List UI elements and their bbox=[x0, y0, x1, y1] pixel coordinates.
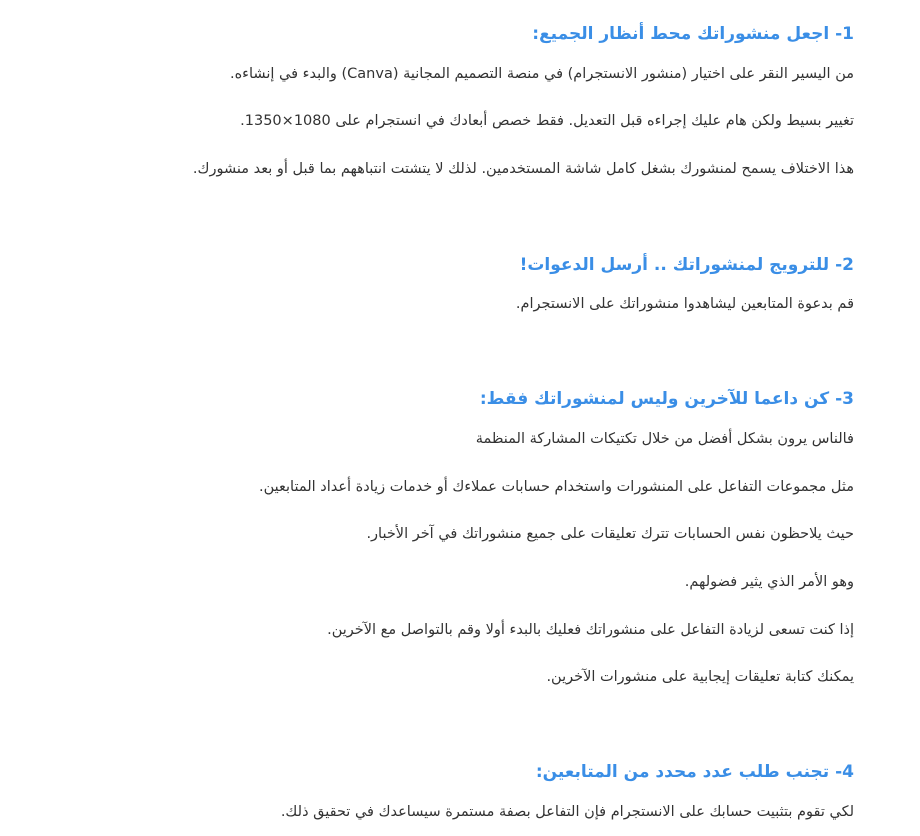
section-1-paragraph-3: هذا الاختلاف يسمح لمنشورك بشغل كامل شاشة المستخدمين. لذلك لا يتشتت انتباههم بما قبل أو بعد منشورك. bbox=[192, 161, 854, 177]
section-3-paragraph-6: يمكنك كتابة تعليقات إيجابية على منشورات الآخرين. bbox=[546, 669, 854, 685]
section-4-paragraph-1: لكي تقوم بتثبيت حسابك على الانستجرام فإن التفاعل بصفة مستمرة سيساعدك في تحقيق ذلك. bbox=[280, 804, 854, 820]
section-3-heading: 3- كن داعما للآخرين وليس لمنشوراتك فقط: bbox=[479, 389, 854, 409]
section-3-paragraph-2: مثل مجموعات التفاعل على المنشورات واستخدام حسابات عملاءك أو خدمات زيادة أعداد المتابعين. bbox=[258, 479, 854, 495]
section-3-paragraph-1: فالناس يرون بشكل أفضل من خلال تكتيكات المشاركة المنظمة bbox=[475, 431, 854, 447]
section-2-paragraph-1: قم بدعوة المتابعين ليشاهدوا منشوراتك على الانستجرام. bbox=[515, 296, 854, 312]
section-4-heading: 4- تجنب طلب عدد محدد من المتابعين: bbox=[535, 762, 854, 782]
section-3-paragraph-4: وهو الأمر الذي يثير فضولهم. bbox=[684, 574, 854, 590]
section-1-paragraph-2: تغيير بسيط ولكن هام عليك إجراءه قبل التعديل. فقط خصص أبعادك في انستجرام على 1080×1350. bbox=[240, 113, 854, 129]
section-1-paragraph-1: من اليسير النقر على اختيار (منشور الانستجرام) في منصة التصميم المجانية (Canva) والبدء في إنشاءه. bbox=[229, 66, 854, 82]
section-2-heading: 2- للترويج لمنشوراتك .. أرسل الدعوات! bbox=[519, 255, 854, 275]
section-3-paragraph-3: حيث يلاحظون نفس الحسابات تترك تعليقات على جميع منشوراتك في آخر الأخبار. bbox=[366, 526, 854, 542]
section-1-heading: 1- اجعل منشوراتك محط أنظار الجميع: bbox=[532, 24, 854, 44]
section-3-paragraph-5: إذا كنت تسعى لزيادة التفاعل على منشوراتك فعليك بالبدء أولا وقم بالتواصل مع الآخرين. bbox=[327, 622, 854, 638]
